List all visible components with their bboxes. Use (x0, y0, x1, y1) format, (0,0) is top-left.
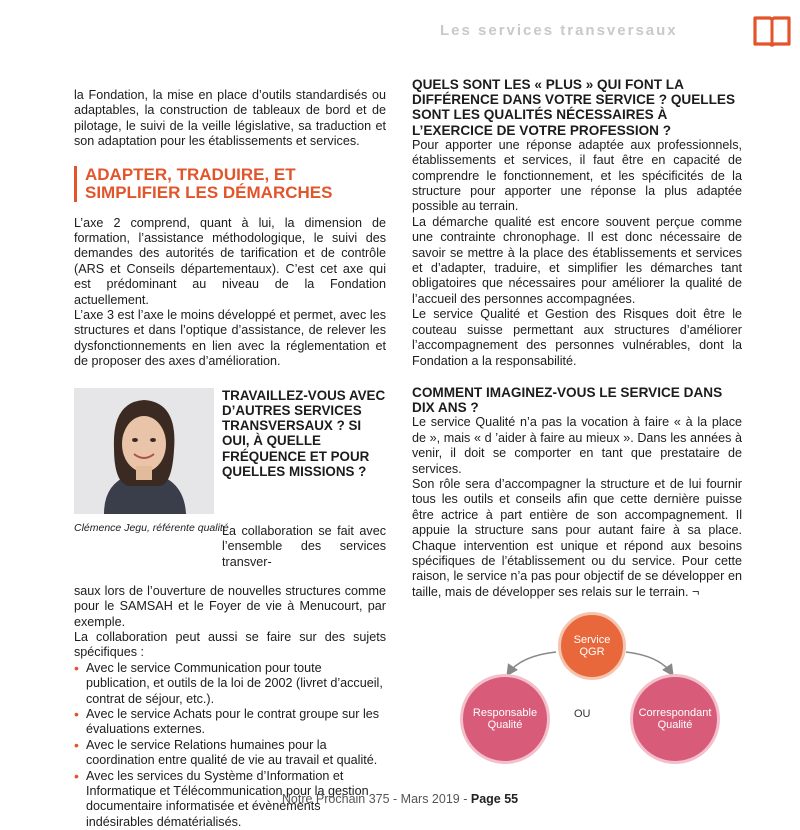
page-number: Page 55 (470, 792, 519, 806)
running-title: Les services transversaux (440, 22, 678, 39)
answer-collaboration-start: La collaboration se fait avec l’ensemble des services transver- (222, 523, 386, 569)
interview-photo-block (74, 388, 386, 584)
axis2-paragraph: L’axe 2 comprend, quant à lui, la dimension de formation, l’assistance méthodologique, le suivi des demandes des autorités de tarification et de contrôle (ARS et Conseils départementaux). C’est cet axe qui est prédominant au niveau de la Fondation actuellement. (74, 215, 386, 307)
portrait-photo (74, 388, 214, 514)
diagram-node-correspondant: Correspondant Qualité (630, 674, 720, 764)
list-item: • Avec le service Communication pour toute publication, et outils de la loi de 2002 (livret d’accueil, contrat de séjour, etc.). (74, 661, 386, 707)
answer-collaboration-rest: saux lors de l’ouverture de nouvelles structures comme pour le SAMSAH et le Foyer de vie à Menucourt, par exemple. (74, 583, 386, 629)
photo-caption: Clémence Jegu, référente qualité (74, 521, 229, 534)
page-header (0, 0, 800, 58)
list-item: • Avec les services du Système d’Information et Informatique et Télécommunication pour la gestion documentaire informatisée et évènements indésirables dématérialisés. (74, 769, 386, 830)
right-column (412, 77, 742, 600)
answer-future-p1: Le service Qualité n’a pas la vocation à faire « à la place de », mais « d ’aider à faire au mieux ». Dans les années à venir, il doit se comporter en tant que prestataire de services. (412, 415, 742, 476)
question-collaboration: TRAVAILLEZ-VOUS AVEC D’AUTRES SERVICES TRANSVERSAUX ? SI OUI, À QUELLE FRÉQUENCE ET POUR QUELLES MISSIONS ? (222, 387, 386, 479)
intro-paragraph: la Fondation, la mise en place d’outils standardisés ou adaptables, la construction de tableaux de bord et de pilotage, le suivi de la veille législative, sa traduction et son adaptation pour les établissements et services. (74, 88, 386, 149)
answer-future-p2: Son rôle sera d’accompagner la structure et de lui fournir tous les outils et conseils afin que cette dernière puisse être actrice à part entière de son accompagnement. Il appuie la structure sans pour autant faire à sa place. Chaque intervention est unique et répond aux besoins spécifiques de l’établissement ou du service. Pour cette raison, le service n’a pas pour objectif de se développer en taille, mais de développer ses relais sur le terrain. ¬ (412, 476, 742, 599)
book-icon (752, 14, 792, 48)
collaboration-intro: La collaboration peut aussi se faire sur des sujets spécifiques : (74, 629, 386, 660)
answer-plus-p1: Pour apporter une réponse adaptée aux professionnels, établissements et services, il faut être en capacité de comprendre le fonctionnement, et les spécificités de la structure pour apporter une réponse la plus adaptée possible au terrain. (412, 137, 742, 214)
left-column (74, 88, 386, 830)
diagram-or-label: OU (574, 708, 591, 720)
axis3-paragraph: L’axe 3 est l’axe le moins développé et permet, avec les structures et dans l’optique d’assistance, de relever les dysfonctionnements en lien avec la réglementation et de proposer des axes d’amélioration. (74, 308, 386, 369)
footer-issue: Notre Prochain 375 - Mars 2019 - (281, 792, 471, 806)
answer-plus-p3: Le service Qualité et Gestion des Risques doit être le couteau suisse permettant aux structures d’améliorer l’accompagnement des personnes vulnérables, dont la Fondation a la responsabilité. (412, 307, 742, 368)
list-item: • Avec le service Relations humaines pour la coordination entre qualité de vie au travail et qualité. (74, 738, 386, 769)
qgr-diagram (460, 612, 720, 762)
page-footer (0, 792, 800, 806)
diagram-node-service: Service QGR (558, 612, 626, 680)
answer-plus-p2: La démarche qualité est encore souvent perçue comme une contrainte chronophage. Il est donc nécessaire de savoir se mettre à la place des établissements et services et d’adapter, traduire, et simplifier les démarches tant obligatoires que nécessaires pour améliorer la qualité de l’accueil des personnes accompagnées. (412, 214, 742, 306)
question-plus: QUELS SONT LES « PLUS » QUI FONT LA DIFFÉRENCE DANS VOTRE SERVICE ? QUELLES SONT LES QUALITÉS NÉCESSAIRES À L’EXERCICE DE VOTRE PROFESSION ? (412, 77, 736, 138)
question-future: COMMENT IMAGINEZ-VOUS LE SERVICE DANS DIX ANS ? (412, 384, 723, 416)
diagram-node-responsable: Responsable Qualité (460, 674, 550, 764)
section-title: ADAPTER, TRADUIRE, ET SIMPLIFIER LES DÉMARCHES (74, 166, 386, 202)
list-item: • Avec le service Achats pour le contrat groupe sur les évaluations externes. (74, 707, 386, 738)
